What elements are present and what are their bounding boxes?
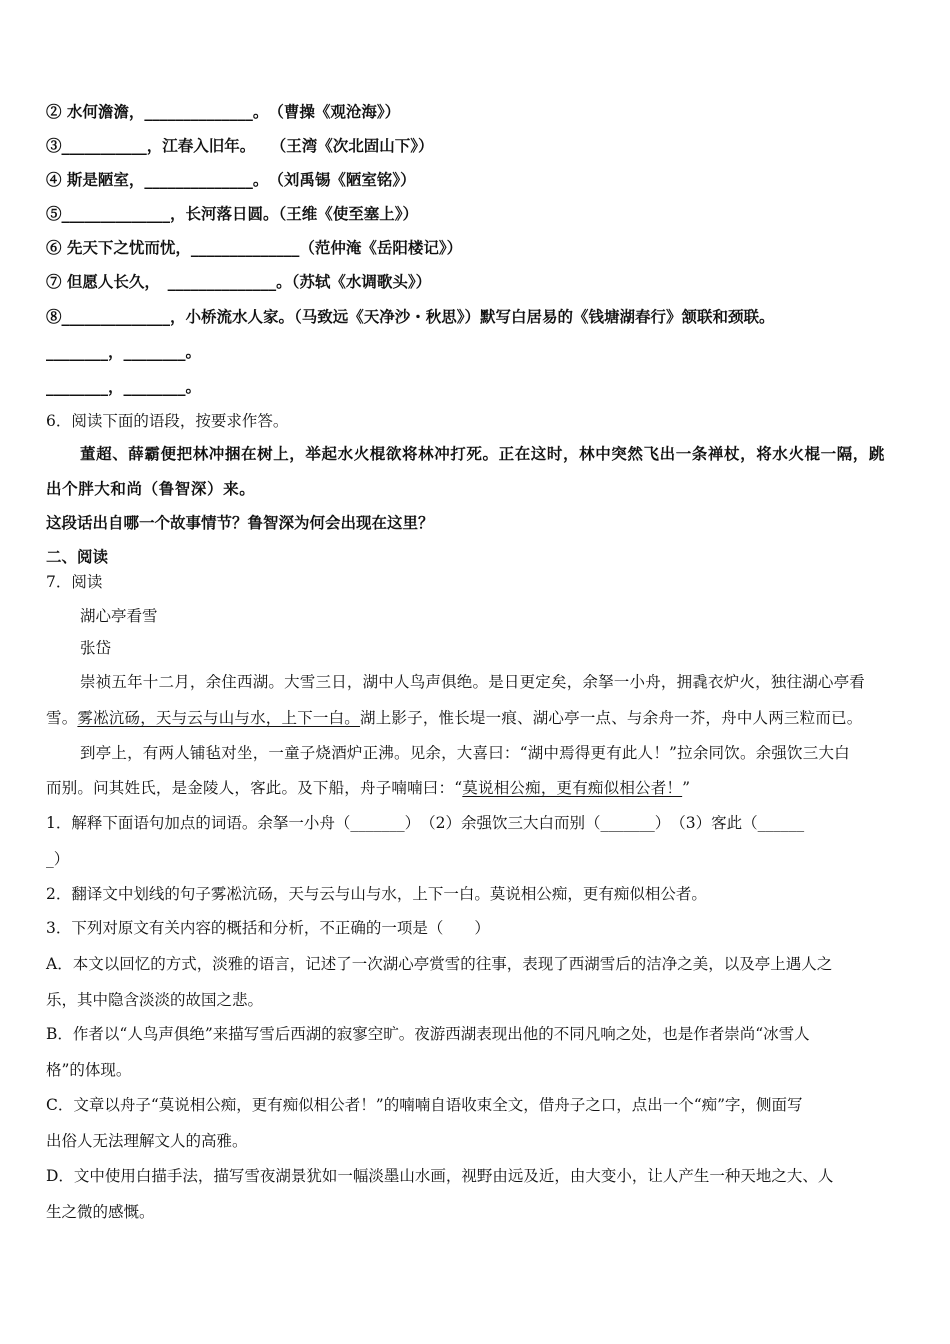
answer-blank-line-2: ________，________。 xyxy=(46,377,202,396)
dictation-item-8: ⑧______________，小桥流水人家。（马致远《天净沙・秋思》）默写白居易的《钱塘湖春行》颔联和颈联。 xyxy=(46,307,775,326)
dictation-item-3: ③___________，江春入旧年。 （王湾《次北固山下》） xyxy=(46,136,434,155)
option-c-line-1: C．文章以舟子“莫说相公痴，更有痴似相公者！”的喃喃自语收束全文，借舟子之口，点出一个“痴”字，侧面写 xyxy=(46,1096,803,1114)
option-d-line-1: D．文中使用白描手法，描写雪夜湖景犹如一幅淡墨山水画，视野由远及近，由大变小，让人产生一种天地之大、人 xyxy=(46,1167,834,1185)
option-a-line-1: A．本文以回忆的方式，淡雅的语言，记述了一次湖心亭赏雪的往事，表现了西湖雪后的洁净之美，以及亭上遇人之 xyxy=(46,955,833,973)
passage-6-line-1: 董超、薛霸便把林冲捆在树上，举起水火棍欲将林冲打死。正在这时，林中突然飞出一条禅杖，将水火棍一隔，跳 xyxy=(80,444,886,463)
question-6-prompt: 这段话出自哪一个故事情节？鲁智深为何会出现在这里？ xyxy=(46,513,434,532)
dictation-item-6: ⑥ 先天下之忧而忧，______________（范仲淹《岳阳楼记》） xyxy=(46,238,463,257)
dictation-item-7: ⑦ 但愿人长久， ______________。（苏轼《水调歌头》） xyxy=(46,272,432,291)
option-a-line-2: 乐，其中隐含淡淡的故国之悲。 xyxy=(46,991,264,1009)
underlined-sentence-1: 雾凇沆砀，天与云与山与水，上下一白。 xyxy=(77,709,361,727)
dictation-item-5: ⑤______________，长河落日圆。（王维《使至塞上》） xyxy=(46,204,419,223)
subquestion-1-cont: _） xyxy=(46,850,70,868)
underlined-sentence-2: 莫说相公痴，更有痴似相公者！ xyxy=(462,779,683,797)
passage-7-line-1: 崇祯五年十二月，余住西湖。大雪三日，湖中人鸟声俱绝。是日更定矣，余拏一小舟，拥毳衣炉火，独往湖心亭看 xyxy=(80,673,866,691)
option-d-line-2: 生之微的感慨。 xyxy=(46,1203,155,1221)
answer-blank-line-1: ________，________。 xyxy=(46,342,202,361)
dictation-item-2: ② 水何澹澹，______________。 （曹操《观沧海》） xyxy=(46,102,401,121)
option-c-line-2: 出俗人无法理解文人的高雅。 xyxy=(46,1132,248,1150)
passage-7-line-3: 到亭上，有两人铺毡对坐，一童子烧酒炉正沸。见余，大喜曰：“湖中焉得更有此人！”拉余同饮。余强饮三大白 xyxy=(80,744,850,762)
dictation-item-4: ④ 斯是陋室，______________。 （刘禹锡《陋室铭》） xyxy=(46,170,416,189)
poem-title: 湖心亭看雪 xyxy=(80,607,158,625)
question-6-title: 6．阅读下面的语段，按要求作答。 xyxy=(46,412,289,430)
question-7-title: 7．阅读 xyxy=(46,573,103,591)
passage-7-line-2-end: 湖上影子，惟长堤一痕、湖心亭一点、与余舟一芥，舟中人两三粒而已。 xyxy=(360,709,863,727)
option-b-line-2: 格”的体现。 xyxy=(46,1061,132,1079)
passage-7-line-4-start: 而别。问其姓氏，是金陵人，客此。及下船，舟子喃喃曰：“ xyxy=(46,779,463,797)
section-heading-reading: 二、阅读 xyxy=(46,547,109,566)
subquestion-3: 3．下列对原文有关内容的概括和分析，不正确的一项是（ ） xyxy=(46,919,490,937)
passage-7-line-2-start: 雪。 xyxy=(46,709,78,727)
subquestion-1: 1．解释下面语句加点的词语。余拏一小舟（_______） （2）余强饮三大白而别（_______） （3）客此（______ xyxy=(46,814,805,832)
passage-7-line-2 xyxy=(46,707,910,729)
passage-7-line-4 xyxy=(46,777,910,799)
subquestion-2: 2．翻译文中划线的句子雾凇沆砀，天与云与山与水，上下一白。莫说相公痴，更有痴似相公者。 xyxy=(46,885,707,903)
passage-7-line-4-end: ” xyxy=(682,779,691,797)
option-b-line-1: B．作者以“人鸟声俱绝”来描写雪后西湖的寂寥空旷。夜游西湖表现出他的不同凡响之处，也是作者崇尚“冰雪人 xyxy=(46,1025,810,1043)
passage-6-line-2: 出个胖大和尚（鲁智深）来。 xyxy=(46,479,256,498)
poem-author: 张岱 xyxy=(80,639,112,657)
